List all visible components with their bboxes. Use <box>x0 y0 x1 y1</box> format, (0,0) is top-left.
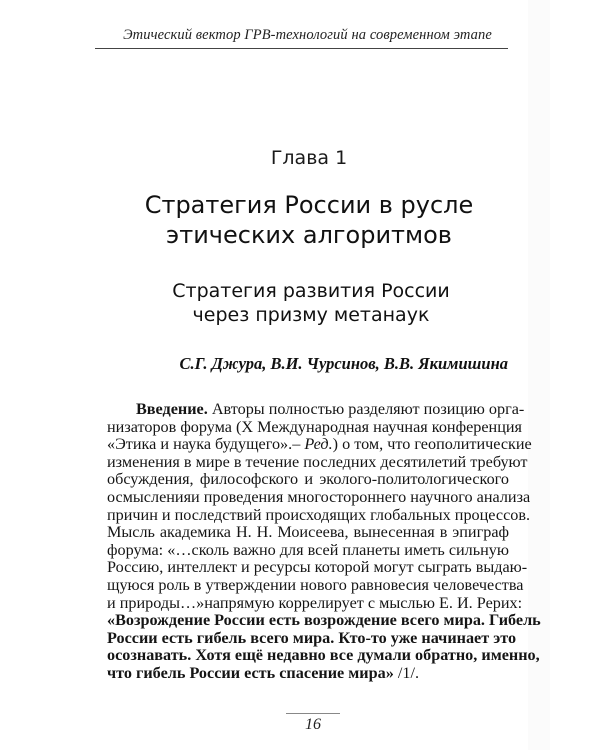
body-text-span: «Этика и наука будущего».– <box>107 435 305 454</box>
body-line <box>107 471 509 489</box>
quote-line <box>107 628 517 648</box>
editor-note: Ред. <box>304 435 333 454</box>
body-line <box>107 417 522 437</box>
section-title-line: через призму метанаук <box>192 304 430 326</box>
body-line <box>107 558 528 577</box>
body-line <box>107 487 531 507</box>
body-line <box>107 505 531 525</box>
body-line <box>107 542 509 560</box>
page-edge-shadow <box>528 0 550 750</box>
body-text-span: Россию, интеллект и ресурсы которой могут сыграть выдаю- <box>107 558 528 577</box>
body-text-span: и природы…»напрямую коррелирует с мыслью Е. И. Рерих: <box>107 593 523 612</box>
quote-line <box>107 646 540 665</box>
chapter-title <box>0 190 600 250</box>
quote-line <box>107 665 509 683</box>
body-text-span: причин и последствий происходящих глобальных процессов. <box>107 505 531 524</box>
citation-reference: /1/. <box>393 663 420 682</box>
body-line <box>107 575 524 595</box>
section-title-line: Стратегия развития России <box>172 280 450 302</box>
body-text-span: изменения в мире в течение последних десятилетий требуют <box>107 452 528 471</box>
quote-text: России есть гибель всего мира. Кто-то уже начинает это <box>107 628 517 647</box>
intro-label: Введение. <box>136 400 208 418</box>
body-text-span: щуюся роль в утверждении нового равновесия человечества <box>107 575 524 594</box>
quote-text: осознавать. Хотя ещё недавно все думали обратно, именно, <box>107 646 540 665</box>
body-line <box>107 593 523 613</box>
chapter-title-line: Стратегия России в русле <box>144 191 474 219</box>
chapter-label: Глава 1 <box>270 147 348 169</box>
body-paragraph <box>107 400 541 683</box>
body-text-span: Мысль академика Н. Н. Моисеева, вынесенная в эпиграф <box>107 523 509 542</box>
body-text-span: форума: «…сколь важно для всей планеты иметь сильную <box>107 540 509 559</box>
section-title <box>0 279 600 327</box>
body-text-span: Авторы полностью разделяют позицию орга- <box>207 400 525 418</box>
body-text-span: низаторов форума (Х Международная научная конференция <box>107 417 522 436</box>
running-header: Этический вектор ГРВ-технологий на современном этапе <box>123 27 492 43</box>
chapter-title-line: этических алгоритмов <box>166 221 452 249</box>
body-line <box>107 452 528 472</box>
body-line <box>107 400 525 419</box>
quote-text: «Возрождение России есть возрождение всего мира. Гибель <box>107 611 541 630</box>
page-number: 16 <box>305 716 321 733</box>
header-rule <box>95 48 508 49</box>
body-text-span: ) о том, что геополитические <box>332 435 532 454</box>
body-line <box>107 524 509 542</box>
authors-byline: С.Г. Джура, В.И. Чурсинов, В.В. Якимишина <box>179 354 508 373</box>
body-line <box>107 435 532 454</box>
quote-line <box>107 611 541 630</box>
quote-text: что гибель России есть спасение мира» <box>107 663 394 682</box>
footer-rule <box>286 713 340 714</box>
body-text-span: обсуждения, философского и эколого-политологического <box>107 470 509 489</box>
body-text-span: осмысленияи проведения многостороннего научного анализа <box>107 487 531 506</box>
